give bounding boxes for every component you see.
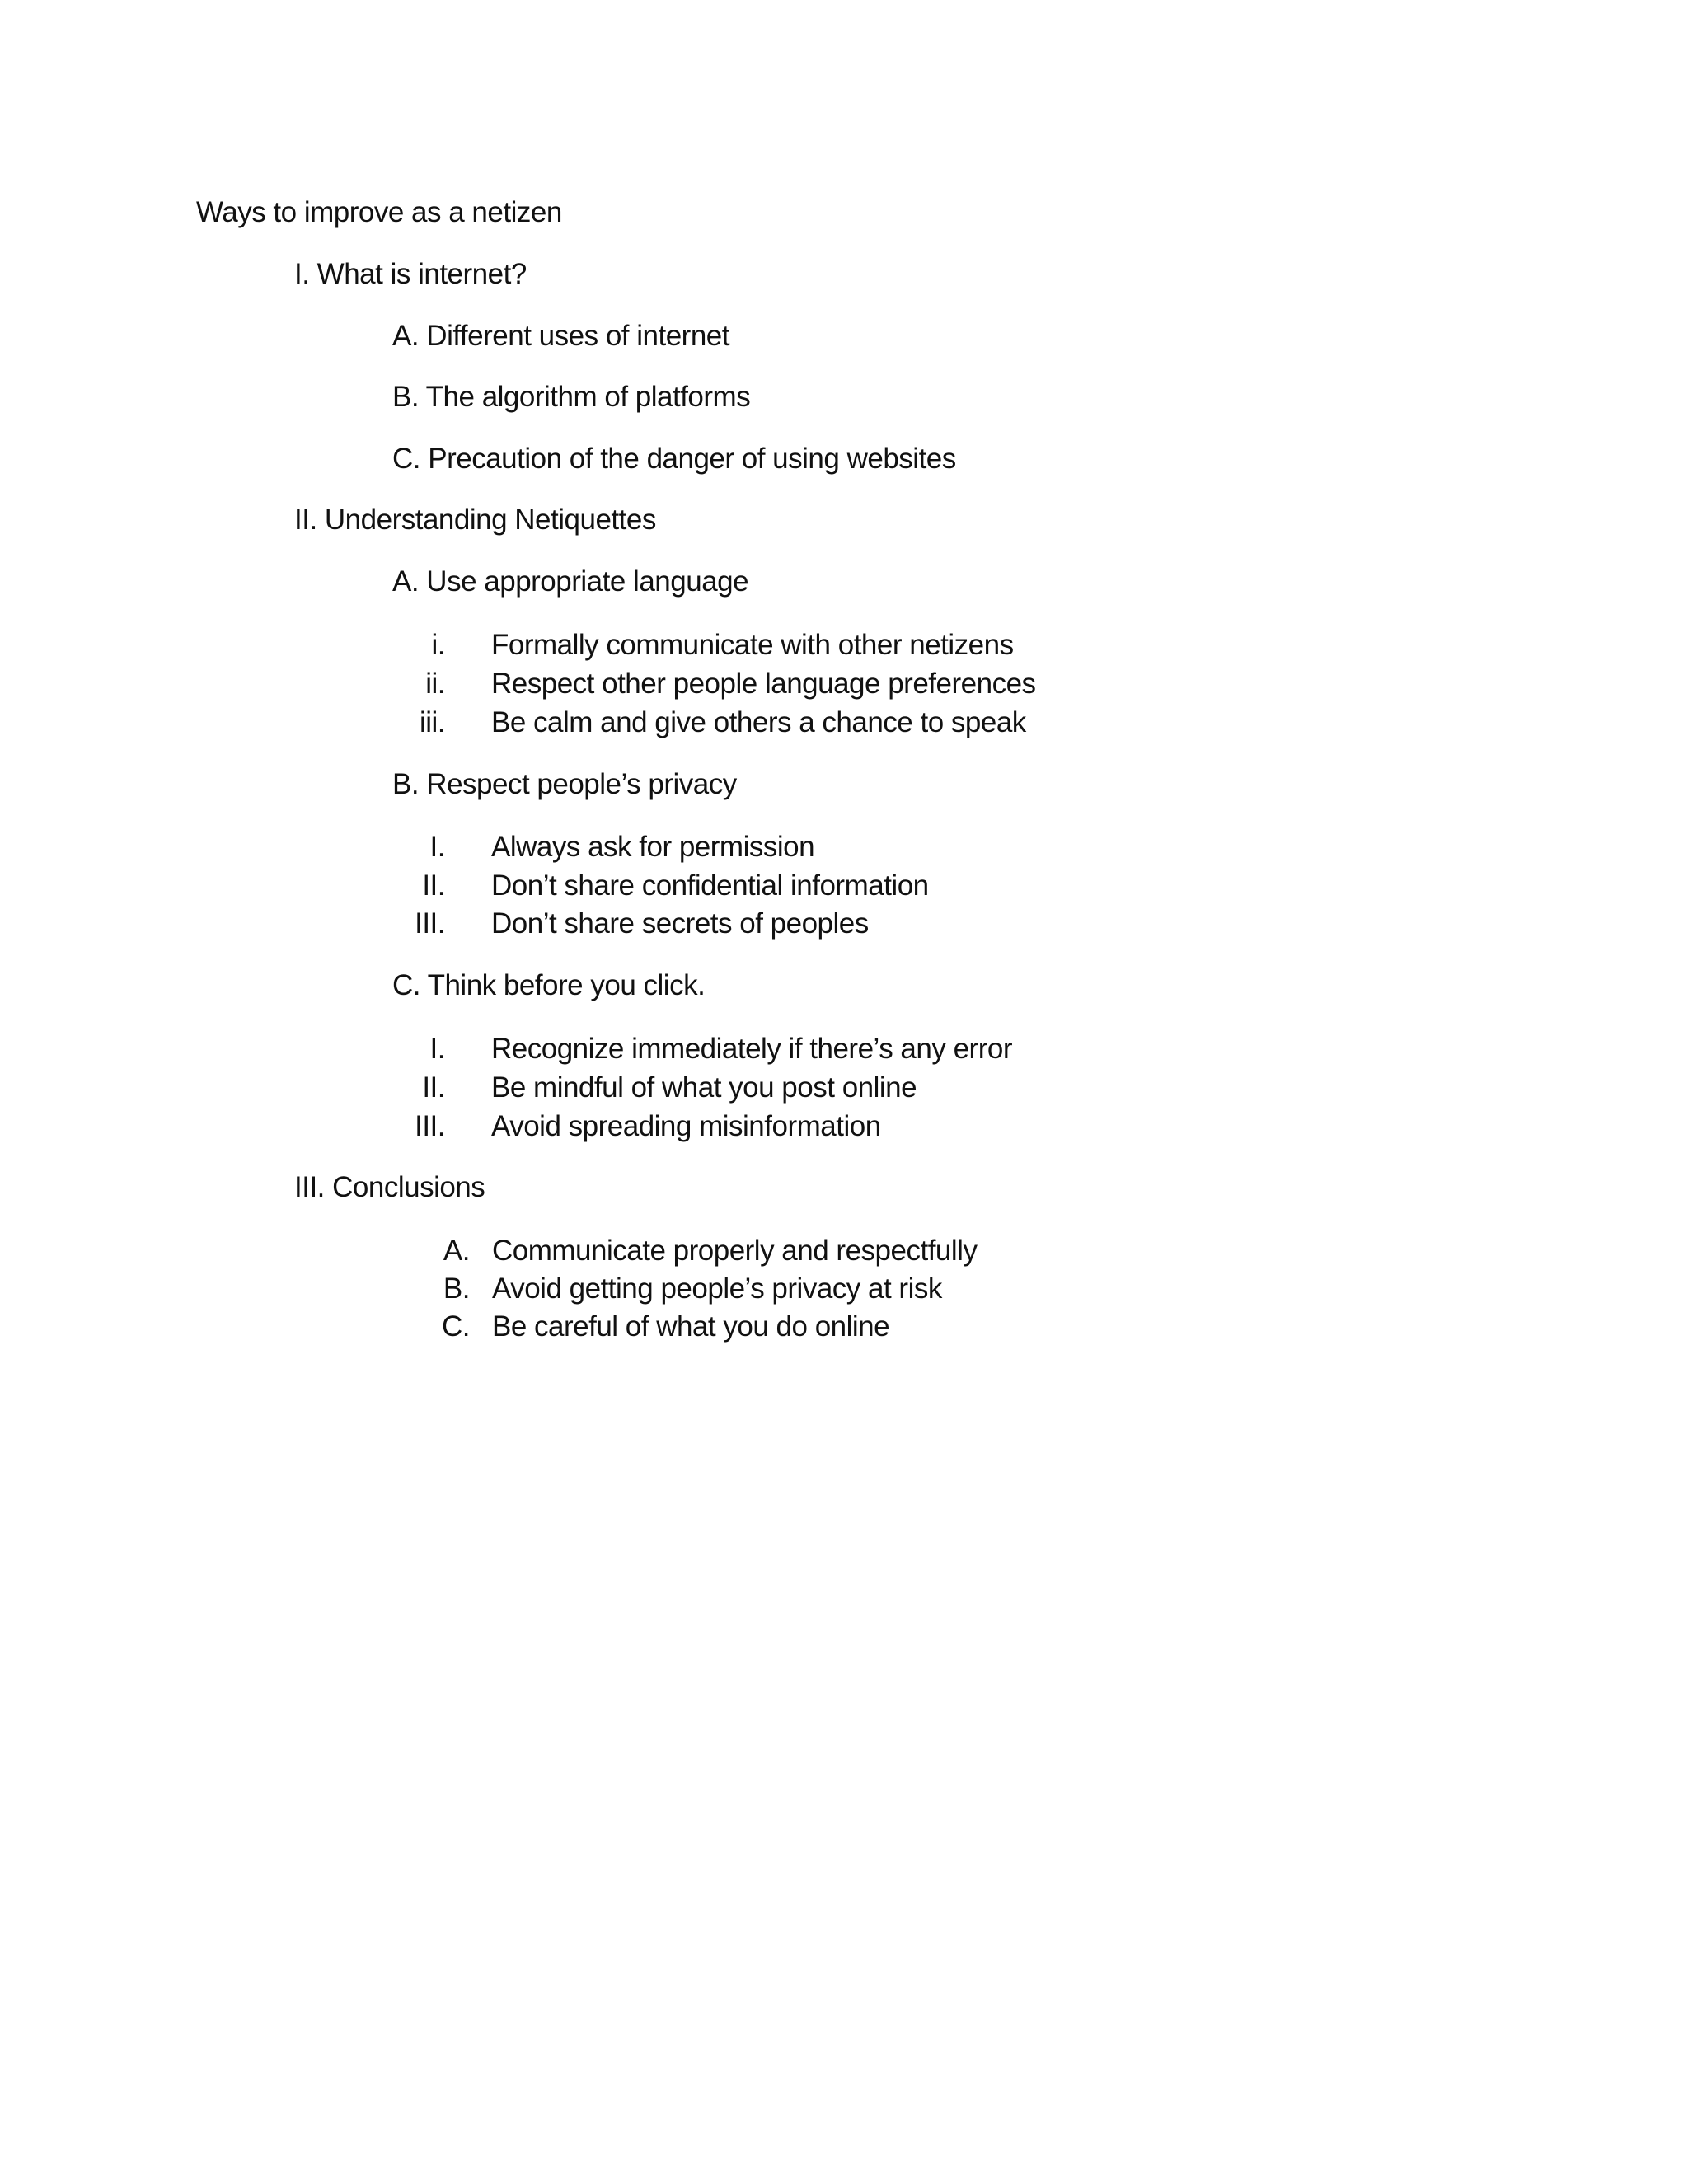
list-item-number: C. [442, 1310, 470, 1343]
list-item-text: Always ask for permission [491, 831, 815, 863]
section-3-heading: III. Conclusions [294, 1171, 485, 1203]
list-item-number: III. [415, 1110, 445, 1142]
list-item-number: A. [443, 1235, 470, 1267]
list-item-number: I. [429, 1033, 445, 1065]
list-item-text: Don’t share confidential information [491, 869, 929, 902]
section-2-sub-c-heading: C. Think before you click. [392, 969, 706, 1001]
list-item-text: Be mindful of what you post online [491, 1071, 917, 1104]
list-item-text: Communicate properly and respectfully [492, 1235, 978, 1267]
list-item-number: B. [443, 1272, 470, 1305]
list-item-text: Avoid spreading misinformation [491, 1110, 881, 1142]
list-item-number: II. [422, 869, 445, 902]
section-2-heading: II. Understanding Netiquettes [294, 504, 656, 536]
list-item-text: Don’t share secrets of peoples [491, 907, 869, 940]
section-1-item-b: B. The algorithm of platforms [392, 381, 751, 413]
document-title: Ways to improve as a netizen [196, 196, 562, 228]
list-item-number: I. [429, 831, 445, 863]
list-item-number: II. [422, 1071, 445, 1104]
list-item-text: Recognize immediately if there’s any error [491, 1033, 1012, 1065]
section-2-sub-a-heading: A. Use appropriate language [392, 565, 749, 598]
list-item-text: Formally communicate with other netizens [491, 629, 1014, 661]
section-2-sub-b-heading: B. Respect people’s privacy [392, 768, 737, 800]
section-1-item-a: A. Different uses of internet [392, 320, 729, 352]
section-1-heading: I. What is internet? [294, 258, 527, 290]
list-item-text: Respect other people language preferences [491, 668, 1036, 700]
list-item-number: iii. [419, 706, 445, 738]
list-item-number: ii. [425, 668, 445, 700]
list-item-number: III. [415, 907, 445, 940]
list-item-text: Be calm and give others a chance to speak [491, 706, 1026, 738]
list-item-text: Avoid getting people’s privacy at risk [492, 1272, 942, 1305]
section-1-item-c: C. Precaution of the danger of using websites [392, 443, 956, 475]
list-item-number: i. [431, 629, 445, 661]
list-item-text: Be careful of what you do online [492, 1310, 890, 1343]
